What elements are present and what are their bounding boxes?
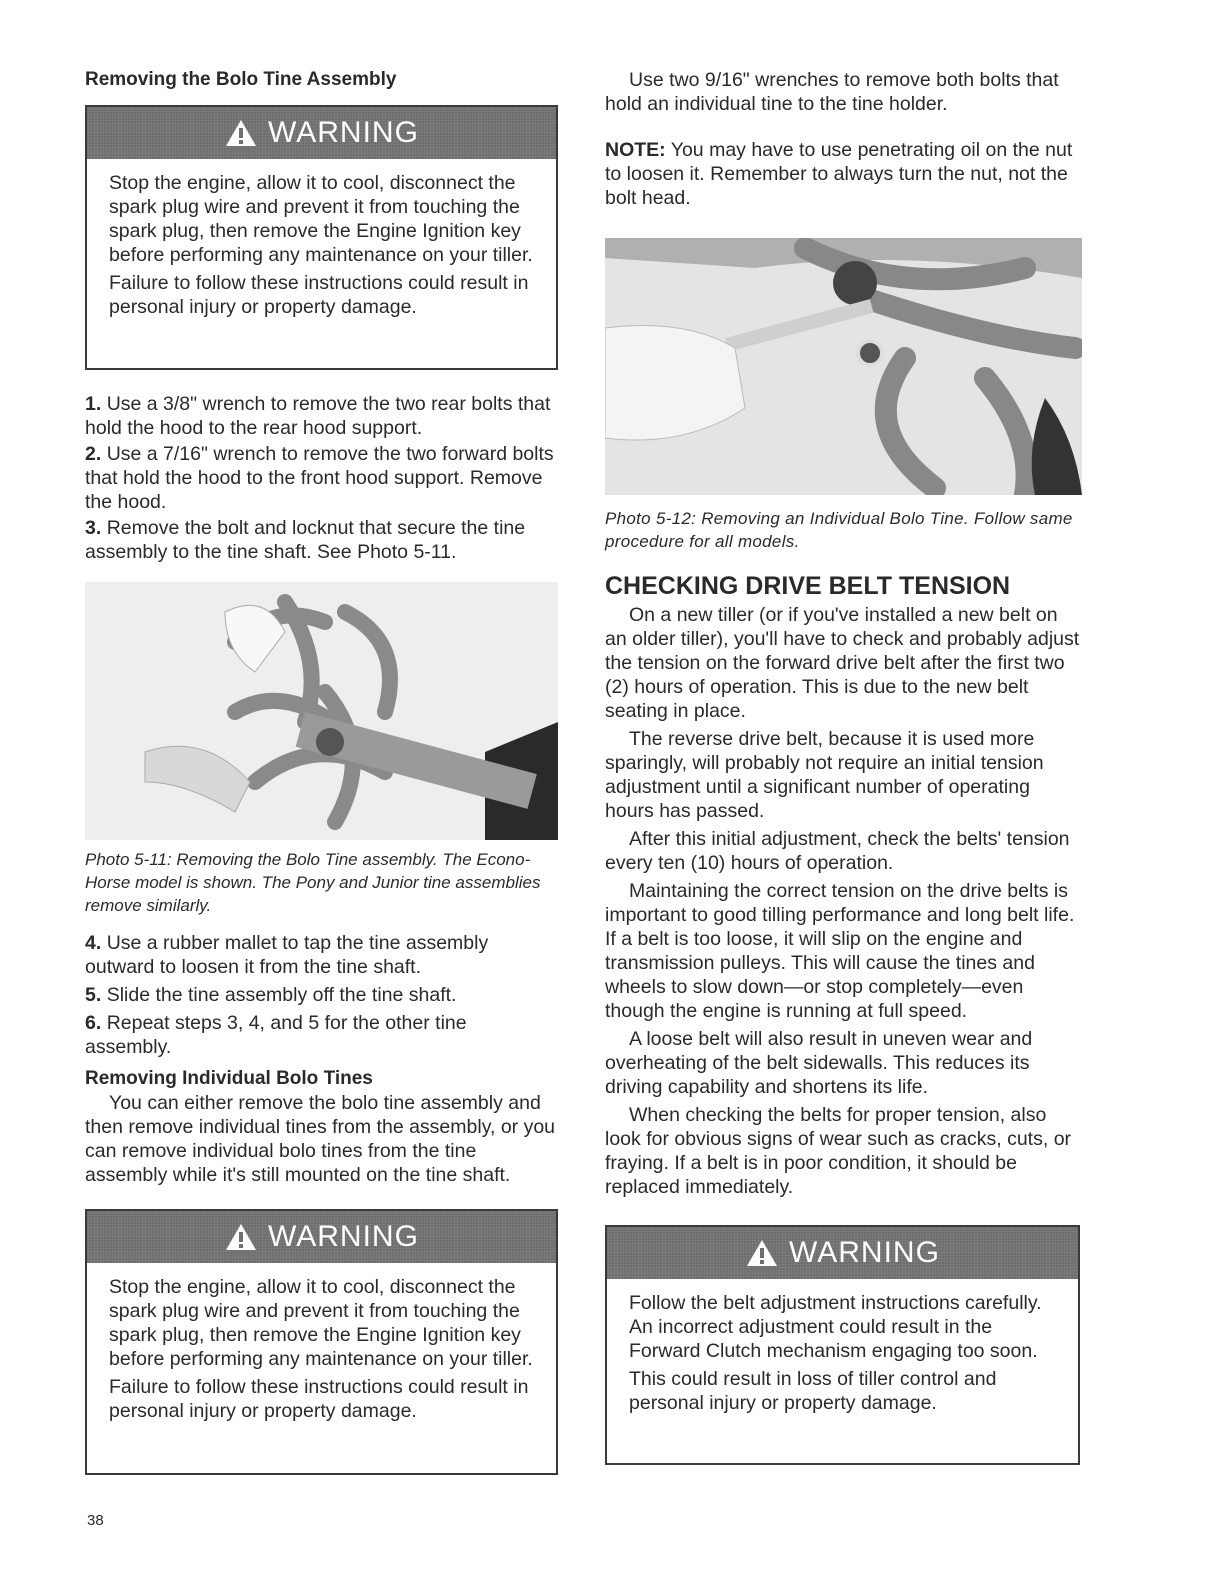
steps-list xyxy=(85,931,558,1059)
step-number: 4. xyxy=(85,932,102,954)
warning-text: Failure to follow these instructions could result in personal injury or property damage. xyxy=(109,1376,529,1422)
photo-caption: Photo 5-11: Removing the Bolo Tine assembly. The Econo-Horse model is shown. The Pony and Junior tine assemblies remove similarly. xyxy=(85,850,541,915)
warning-body xyxy=(607,1279,1078,1435)
warning-header xyxy=(87,107,556,159)
warning-body xyxy=(87,159,556,339)
individual-tine-illustration xyxy=(605,238,1082,495)
tine-assembly-illustration xyxy=(85,582,558,840)
body-paragraph: You can either remove the bolo tine assembly and then remove individual tines from the assembly, or you can remove individual bolo tines from the tine assembly while it's still mounted on the tine shaft. xyxy=(85,1092,556,1186)
warning-box xyxy=(605,1225,1080,1465)
warning-text: This could result in loss of tiller control and personal injury or property damage. xyxy=(629,1368,997,1414)
left-column xyxy=(85,68,558,1475)
body-paragraph: The reverse drive belt, because it is used more sparingly, will probably not require an initial tension adjustment until a significant number of operating hours has passed. xyxy=(605,728,1044,822)
warning-header xyxy=(87,1211,556,1263)
photo-caption: Photo 5-12: Removing an Individual Bolo Tine. Follow same procedure for all models. xyxy=(605,509,1073,551)
warning-box xyxy=(85,105,558,370)
subsection-heading: Removing Individual Bolo Tines xyxy=(85,1068,373,1089)
photo-5-12 xyxy=(605,238,1082,495)
warning-text: Stop the engine, allow it to cool, disconnect the spark plug wire and prevent it from touching the spark plug, then remove the Engine Ignition key before performing any maintenance on your tiller. xyxy=(109,172,533,266)
warning-header xyxy=(607,1227,1078,1279)
body-paragraph: On a new tiller (or if you've installed a new belt on an older tiller), you'll have to check and probably adjust the tension on the forward drive belt after the first two (2) hours of operation. This is due to the new belt seating in place. xyxy=(605,604,1080,722)
warning-text: Stop the engine, allow it to cool, disconnect the spark plug wire and prevent it from touching the spark plug, then remove the Engine Ignition key before performing any maintenance on your tiller. xyxy=(109,1276,533,1370)
warning-title: WARNING xyxy=(268,116,419,149)
warning-title: WARNING xyxy=(789,1236,940,1269)
step-text: Use a rubber mallet to tap the tine assembly outward to loosen it from the tine shaft. xyxy=(85,932,489,978)
step-item xyxy=(85,983,558,1007)
body-paragraph: Maintaining the correct tension on the drive belts is important to good tilling performance and long belt life. If a belt is too loose, it will slip on the engine and transmission pulleys. This will cause the tines and wheels to slow down—or stop completely—even though the engine is running at full speed. xyxy=(605,880,1075,1022)
step-item xyxy=(85,931,558,979)
step-item xyxy=(85,1011,558,1059)
section-subheading: Removing the Bolo Tine Assembly xyxy=(85,69,397,90)
body-paragraph: A loose belt will also result in uneven wear and overheating of the belt sidewalls. This reduces its driving capability and shortens its life. xyxy=(605,1028,1033,1098)
step-number: 2. xyxy=(85,443,102,465)
step-number: 5. xyxy=(85,984,102,1006)
steps-list xyxy=(85,392,558,564)
section-heading: CHECKING DRIVE BELT TENSION xyxy=(605,572,1011,600)
warning-triangle-icon xyxy=(224,1222,258,1252)
step-item xyxy=(85,442,558,514)
warning-box xyxy=(85,1209,558,1475)
warning-triangle-icon xyxy=(224,118,258,148)
step-text: Remove the bolt and locknut that secure the tine assembly to the tine shaft. See Photo 5-11. xyxy=(85,517,526,563)
step-text: Slide the tine assembly off the tine shaft. xyxy=(106,984,457,1006)
section-body xyxy=(605,603,1080,1199)
warning-triangle-icon xyxy=(745,1238,779,1268)
step-text: Repeat steps 3, 4, and 5 for the other tine assembly. xyxy=(85,1012,467,1058)
body-paragraph: After this initial adjustment, check the belts' tension every ten (10) hours of operation. xyxy=(605,828,1070,874)
step-text: Use a 3/8" wrench to remove the two rear bolts that hold the hood to the rear hood support. xyxy=(85,393,551,439)
note-text: You may have to use penetrating oil on the nut to loosen it. Remember to always turn the nut, not the bolt head. xyxy=(605,139,1073,209)
warning-text: Failure to follow these instructions could result in personal injury or property damage. xyxy=(109,272,529,318)
note-paragraph xyxy=(605,138,1080,210)
step-item xyxy=(85,516,558,564)
warning-text: Follow the belt adjustment instructions carefully. An incorrect adjustment could result in the Forward Clutch mechanism engaging too soon. xyxy=(629,1292,1042,1362)
note-label: NOTE: xyxy=(605,139,666,161)
step-number: 6. xyxy=(85,1012,102,1034)
step-number: 3. xyxy=(85,517,102,539)
step-item xyxy=(85,392,558,440)
step-number: 1. xyxy=(85,393,102,415)
body-paragraph: Use two 9/16" wrenches to remove both bolts that hold an individual tine to the tine holder. xyxy=(605,69,1059,115)
body-paragraph: When checking the belts for proper tension, also look for obvious signs of wear such as cracks, cuts, or fraying. If a belt is in poor condition, it should be replaced immediately. xyxy=(605,1104,1072,1198)
warning-title: WARNING xyxy=(268,1220,419,1253)
step-text: Use a 7/16" wrench to remove the two forward bolts that hold the hood to the front hood support. Remove the hood. xyxy=(85,443,554,513)
warning-body xyxy=(87,1263,556,1443)
page-number: 38 xyxy=(87,1512,104,1529)
photo-5-11 xyxy=(85,582,558,840)
right-column xyxy=(605,68,1080,1465)
